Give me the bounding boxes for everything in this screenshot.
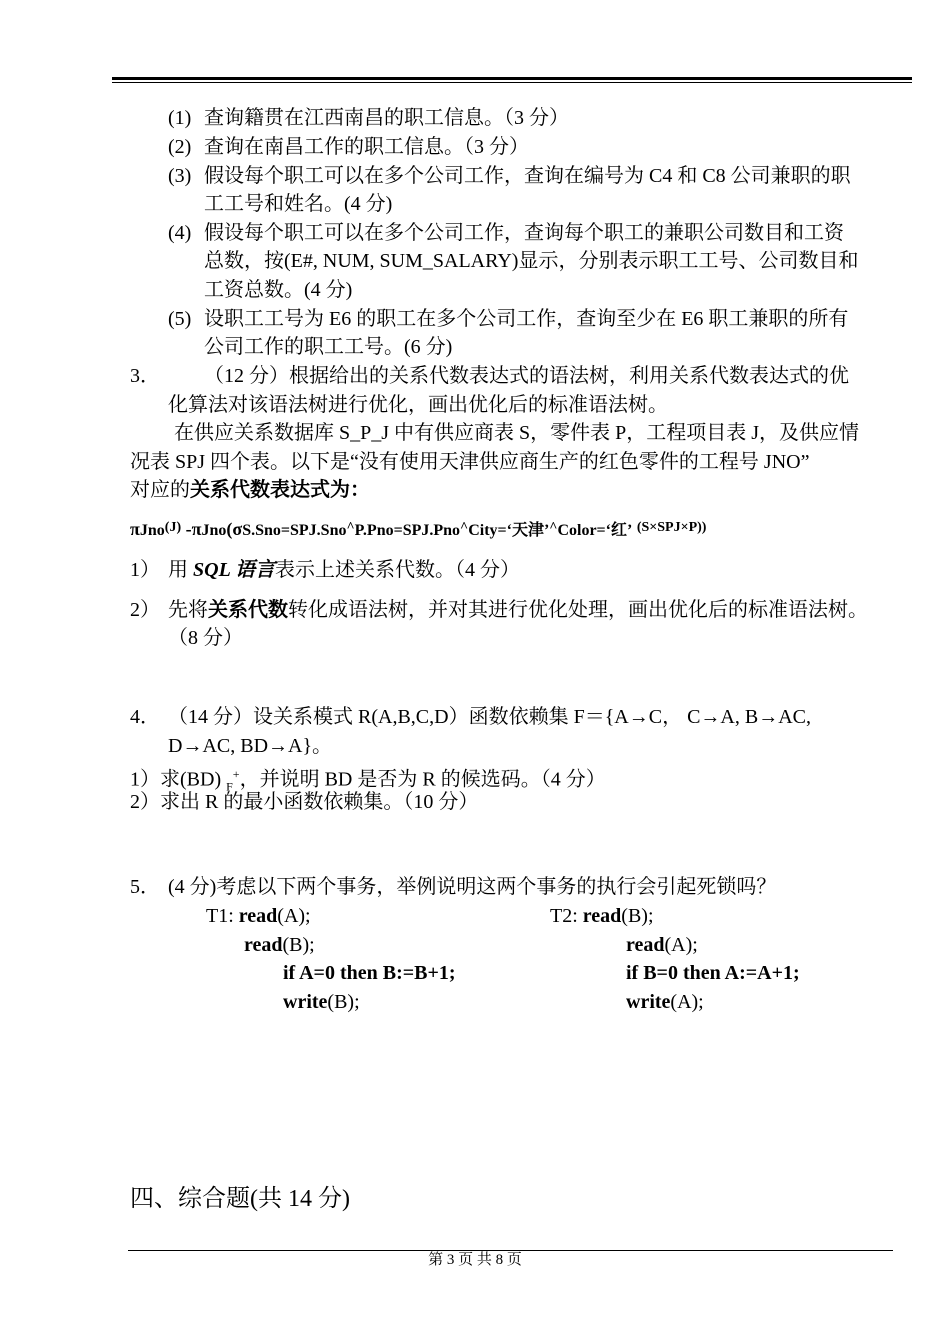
sub-tail: 转化成语法树，并对其进行优化处理，画出优化后的标准语法树。 (288, 599, 868, 621)
sub-lead: 用 (168, 559, 193, 581)
formula-relation: (J) (164, 520, 182, 535)
item-number: (3) (168, 165, 192, 187)
code-arg: (B); (282, 934, 315, 956)
paragraph-text: 况表 SPJ 四个表。以下是“没有使用天津供应商生产的红色零件的工程号 JNO” (130, 451, 810, 473)
question-text: （14 分）设关系模式 R(A,B,C,D）函数依赖集 F＝{A→C， C→A, B→AC, (168, 706, 811, 728)
question-number: 4． (130, 706, 160, 728)
item-text: 总数，按(E#, NUM, SUM_SALARY)显示，分别表示职工工号、公司数目和 (204, 250, 859, 272)
transaction-label: T2: (550, 905, 583, 927)
sub-number: 2） (130, 599, 160, 621)
code-arg: (A); (664, 934, 698, 956)
item-number: (1) (168, 107, 192, 129)
paragraph-text (130, 477, 370, 503)
page-footer: 第 3 页 共 8 页 (428, 1252, 522, 1268)
formula-condition: Color=‘红’ (557, 522, 633, 539)
formula-condition: P.Pno=SPJ.Pno (354, 522, 461, 539)
header-rule-thin (112, 82, 912, 83)
code-arg: (B); (327, 991, 360, 1013)
formula-and: ^ (346, 520, 355, 535)
formula-attr: Jno (139, 522, 165, 539)
sub-text (168, 557, 520, 583)
item-text: 查询籍贯在江西南昌的职工信息。（3 分） (204, 107, 569, 129)
code-line (626, 989, 704, 1015)
code-arg: (B); (621, 905, 654, 927)
formula-condition: S.Sno=SPJ.Sno (242, 522, 347, 539)
sub-number: 1） (130, 559, 160, 581)
code-line (244, 932, 315, 958)
item-text: 工工号和姓名。(4 分) (204, 193, 393, 215)
sub-bold: 关系代数 (208, 599, 288, 621)
item-text: 假设每个职工可以在多个公司工作，查询每个职工的兼职公司数目和工资 (204, 222, 844, 244)
code-keyword: write (283, 991, 328, 1013)
sub-tail: 表示上述关系代数。（4 分） (275, 559, 521, 581)
item-text: 公司工作的职工工号。(6 分) (204, 336, 453, 358)
code-keyword: read (582, 905, 622, 927)
sub-text: 2）求出 R 的最小函数依赖集。（10 分） (130, 791, 479, 813)
sub-text: （8 分） (168, 627, 243, 649)
question-text: D→AC, BD→A}。 (168, 735, 333, 757)
code-line (550, 903, 654, 929)
question-text: 化算法对该语法树进行优化，画出优化后的标准语法树。 (168, 394, 668, 416)
code-line (206, 903, 311, 929)
code-keyword: read (626, 934, 665, 956)
formula-attr: Jno (201, 522, 227, 539)
paragraph-lead: 对应的 (130, 479, 190, 501)
formula-and: ^ (460, 520, 469, 535)
sub-tail: ，并说明 BD 是否为 R 的候选码。（4 分） (239, 768, 606, 791)
sub-lead: 1）求(BD) (130, 768, 227, 791)
code-keyword: read (244, 934, 283, 956)
question-number: 5． (130, 876, 160, 898)
projection-symbol: π (130, 519, 140, 539)
formula-paren: ( (226, 519, 233, 539)
formula-condition: City=‘天津’ (468, 522, 550, 539)
relational-algebra-formula (130, 517, 706, 540)
closure-subscript: F (226, 779, 233, 794)
code-line (283, 989, 360, 1015)
item-text: 查询在南昌工作的职工信息。（3 分） (204, 136, 529, 158)
code-keyword: write (626, 991, 671, 1013)
sub-lead: 先将 (168, 599, 208, 621)
item-number: (5) (168, 308, 192, 330)
paragraph-text: 在供应关系数据库 S_P_J 中有供应商表 S，零件表 P，工程项目表 J，及供应情 (174, 422, 860, 444)
formula-relations: (S×SPJ×P)) (636, 520, 707, 535)
item-text: 工资总数。(4 分) (204, 279, 353, 301)
question-text: （12 分）根据给出的关系代数表达式的语法树，利用关系代数表达式的优 (204, 365, 849, 387)
formula-and: ^ (549, 520, 558, 535)
question-number: 3． (130, 365, 160, 387)
sub-bold: SQL 语言 (193, 559, 276, 581)
code-line: if B=0 then A:=A+1; (626, 962, 800, 984)
item-number: (4) (168, 222, 192, 244)
item-number: (2) (168, 136, 192, 158)
closure-superscript: + (232, 767, 240, 781)
projection-symbol: π (191, 519, 202, 539)
selection-symbol: σ (232, 519, 243, 539)
sub-text (168, 597, 868, 623)
question-text: (4 分)考虑以下两个事务，举例说明这两个事务的执行会引起死锁吗？ (168, 876, 777, 898)
code-arg: (A); (277, 905, 311, 927)
code-line: if A=0 then B:=B+1; (283, 962, 456, 984)
item-text: 设职工工号为 E6 的职工在多个公司工作，查询至少在 E6 职工兼职的所有 (204, 308, 849, 330)
code-keyword: read (238, 905, 278, 927)
code-arg: (A); (670, 991, 704, 1013)
transaction-label: T1: (206, 905, 239, 927)
item-text: 假设每个职工可以在多个公司工作，查询在编号为 C4 和 C8 公司兼职的职 (204, 165, 851, 187)
code-line (626, 932, 698, 958)
header-rule (112, 77, 912, 80)
formula-minus: - (181, 519, 192, 539)
section-heading: 四、综合题(共 14 分) (130, 1186, 350, 1212)
paragraph-bold: 关系代数表达式为： (190, 479, 370, 501)
